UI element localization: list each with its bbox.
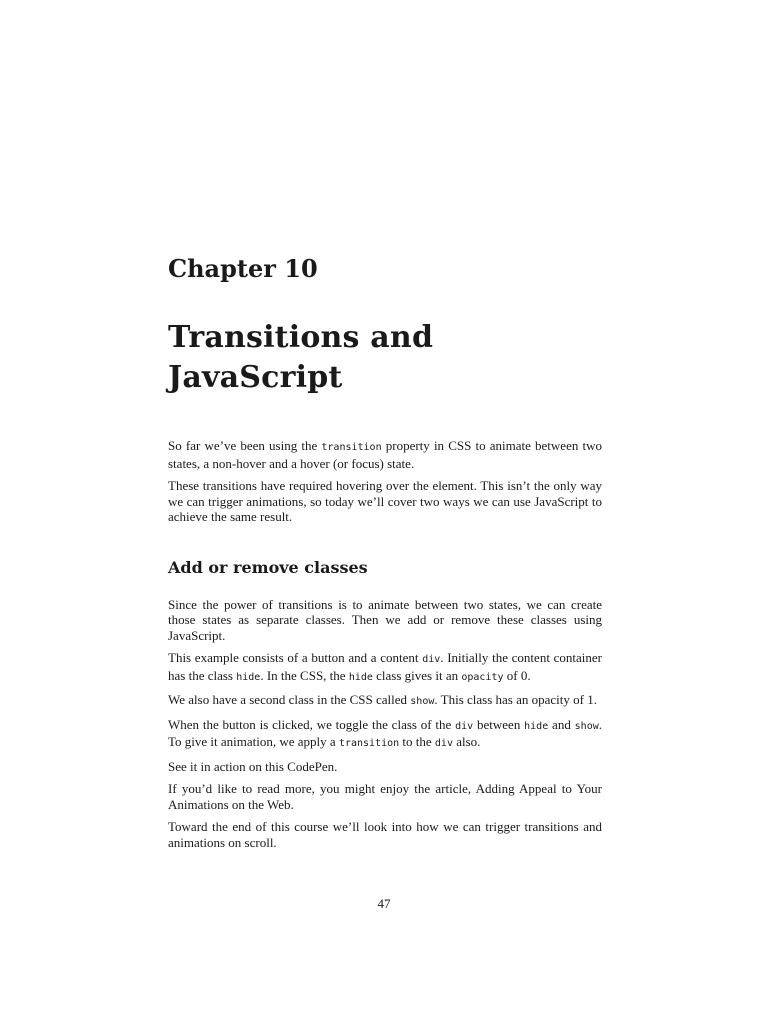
page-content	[168, 250, 602, 850]
page-number: 47	[377, 896, 391, 911]
inline-code: hide	[524, 720, 549, 732]
inline-code: div	[434, 738, 453, 749]
section-paragraph-1: Since the power of transitions is to animate between two states, we can create those states as separate classes. Then we add or remove these classes using JavaScript.	[168, 596, 602, 643]
inline-code: hide	[348, 671, 373, 683]
inline-code: hide	[236, 671, 261, 683]
section-paragraph-5: See it in action on this CodePen.	[168, 758, 338, 774]
section-paragraph-3: We also have a second class in the CSS called show. This class has an opacity of 1.	[168, 692, 597, 707]
chapter-title: Transitions and JavaScript	[168, 320, 434, 395]
intro-paragraph-1: So far we’ve been using the transition property in CSS to animate between two states, a non-hover and a hover (or focus) state.	[168, 438, 602, 471]
section-paragraph-2: This example consists of a button and a content div. Initially the content container has the class hide. In the CSS, the hide class gives it an opacity of 0.	[168, 650, 602, 683]
section-paragraph-4: When the button is clicked, we toggle the class of the div between hide and show. To give it animation, we apply a transition to the div also.	[168, 716, 602, 749]
inline-code: div	[455, 720, 474, 732]
inline-code: transition	[321, 442, 382, 453]
inline-code: transition	[338, 738, 400, 749]
inline-code: div	[422, 654, 441, 665]
inline-code: opacity	[461, 671, 504, 683]
section-heading: Add or remove classes	[168, 557, 368, 577]
chapter-label: Chapter 10	[168, 254, 318, 283]
section-paragraph-7: Toward the end of this course we’ll look into how we can trigger transitions and animations on scroll.	[168, 819, 602, 850]
section-paragraph-6: If you’d like to read more, you might enjoy the article, Adding Appeal to Your Animations on the Web.	[168, 781, 602, 812]
intro-paragraph-2: These transitions have required hovering over the element. This isn’t the only way we can trigger animations, so today we’ll cover two ways we can use JavaScript to achieve the same result.	[168, 478, 602, 524]
inline-code: show	[574, 720, 599, 732]
inline-code: show	[410, 696, 435, 707]
